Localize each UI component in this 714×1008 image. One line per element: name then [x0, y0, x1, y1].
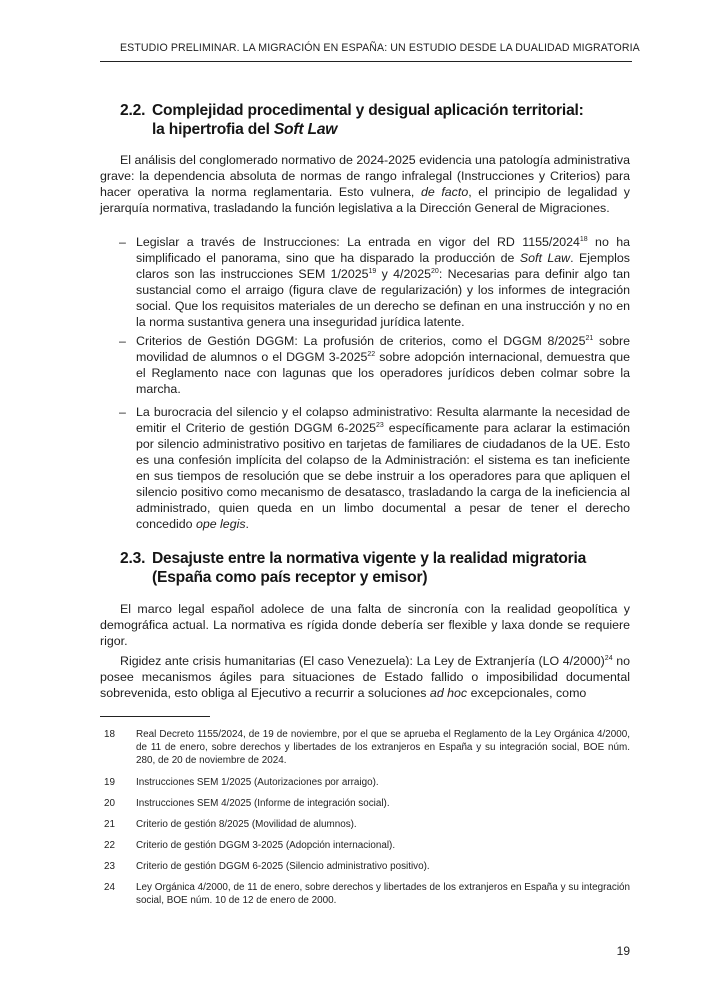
footnote-21 [100, 818, 630, 831]
intro-text-italic: de facto [420, 185, 469, 199]
footnote-ref[interactable]: 19 [368, 267, 377, 275]
footnote-18 [100, 728, 630, 767]
footnote-ref[interactable]: 22 [367, 350, 376, 358]
footnote-number: 18 [104, 729, 115, 740]
list-item [119, 404, 630, 532]
section-2-2-title-italic: Soft Law [273, 121, 338, 138]
section-2-3-title-line1: Desajuste entre la normativa vigente y la realidad migratoria [152, 550, 587, 567]
footnote-ref[interactable]: 20 [431, 267, 439, 275]
footnote-divider [100, 716, 210, 717]
footnote-19 [100, 776, 630, 789]
footnote-ref[interactable]: 18 [579, 235, 588, 243]
section-2-3-title-line2: (España como país receptor y emisor) [152, 569, 428, 586]
paragraph-text: no posee mecanismos ágiles para situaciones de Estado fallido o imposibilidad documental sobrevenida, esto obliga al Ejecutivo a recurrir a soluciones [100, 654, 630, 700]
page-number: 19 [616, 944, 630, 958]
section-2-3-paragraph-1: El marco legal español adolece de una falta de sincronía con la realidad geopolítica y demográfica actual. La normativa es rígida donde debería ser flexible y laxa donde se requiere rigor. [100, 602, 630, 648]
section-2-2-heading [120, 101, 584, 139]
intro-text-2: , el principio de legalidad y jerarquía normativa, trasladando la función legislativa a la Dirección General de Migraciones. [100, 185, 631, 215]
footnote-22 [100, 839, 630, 852]
footnote-number: 24 [104, 882, 115, 893]
footnote-text: Criterio de gestión DGGM 3-2025 (Adopción internacional). [136, 840, 396, 851]
bullet-text: sobre adopción internacional, demuestra que el Reglamento nace con lagunas que los operadores jurídicos deben colmar sobre la marcha. [136, 350, 630, 396]
bullet-text: Legislar a través de Instrucciones: La entrada en vigor del RD 1155/2024 [136, 235, 580, 249]
footnote-20 [100, 797, 630, 810]
footnote-number: 23 [104, 861, 115, 872]
footnote-text: Real Decreto 1155/2024, de 19 de noviembre, por el que se aprueba el Reglamento de la Ley Orgánica 4/2000, de 11 de enero, sobre derechos y libertades de los extranjeros en España y su integración social, BOE núm. 280, de 20 de noviembre de 2024. [136, 729, 630, 766]
paragraph-text-italic: ad hoc [429, 686, 468, 700]
section-2-2-number: 2.2. [120, 102, 146, 119]
footnote-text: Instrucciones SEM 1/2025 (Autorizaciones por arraigo). [136, 777, 379, 788]
footnote-number: 19 [104, 777, 115, 788]
bullet-text: : Necesarias para definir algo tan sustancial como el arraigo (figura clave de regularización) y los informes de integración social. Que los requisitos materiales de un derecho se definan en una instrucción y no en la norma sustantiva genera una inseguridad jurídica latente. [136, 267, 630, 329]
section-2-3-heading [120, 549, 586, 587]
bullet-text: específicamente para aclarar la estimación por silencio administrativo positivo en tarjetas de familiares de ciudadanos de la UE. Esto es una confesión implícita del colapso de la Administración: el sistema es tan ineficiente en sus tiempos de resolución que se debe instruir a los operadores para que apliquen el silencio positivo como mecanismo de desatasco, trasladando la carga de la ineficiencia al administrado, quien queda en un limbo documental a pesar de tener el derecho concedido [136, 421, 630, 531]
running-header: ESTUDIO PRELIMINAR. LA MIGRACIÓN EN ESPAÑA: UN ESTUDIO DESDE LA DUALIDAD MIGRATORIA [120, 42, 640, 54]
footnote-text: Criterio de gestión 8/2025 (Movilidad de alumnos). [136, 819, 357, 830]
footnote-text: Ley Orgánica 4/2000, de 11 de enero, sobre derechos y libertades de los extranjeros en España y su integración social, BOE núm. 10 de 12 de enero de 2000. [136, 882, 630, 906]
footnote-ref[interactable]: 24 [604, 654, 613, 662]
bullet-text: y 4/2025 [376, 267, 432, 281]
bullet-text: . Ejemplos claros son las instrucciones SEM 1/2025 [136, 251, 630, 281]
footnote-ref[interactable]: 23 [376, 421, 384, 429]
footnote-24 [100, 881, 630, 907]
footnote-number: 21 [104, 819, 115, 830]
bullet-text: . [245, 517, 249, 531]
footnote-number: 22 [104, 840, 115, 851]
bullet-text-italic: Soft Law [519, 251, 571, 265]
list-dash: – [119, 235, 126, 249]
bullet-text: no ha simplificado el panorama, sino que ha disparado la producción de [136, 235, 630, 265]
bullet-text-italic: ope legis [195, 517, 246, 531]
bullet-text: Criterios de Gestión DGGM: La profusión de criterios, como el DGGM 8/2025 [136, 334, 586, 348]
list-item [119, 234, 630, 330]
section-2-2-intro-paragraph [100, 152, 630, 216]
paragraph-text: excepcionales, como [467, 686, 587, 700]
footnote-number: 20 [104, 798, 115, 809]
footnote-text: Instrucciones SEM 4/2025 (Informe de integración social). [136, 798, 390, 809]
bullet-text: La burocracia del silencio y el colapso administrativo: Resulta alarmante la necesidad de emitir el Criterio de gestión DGGM 6-2025 [136, 405, 630, 435]
footnote-ref[interactable]: 21 [585, 334, 594, 342]
section-2-3-paragraph-2 [100, 653, 630, 701]
section-2-2-title-line1: Complejidad procedimental y desigual aplicación territorial: [152, 102, 584, 119]
list-dash: – [119, 334, 126, 348]
list-item [119, 333, 630, 397]
footnote-text: Criterio de gestión DGGM 6-2025 (Silencio administrativo positivo). [136, 861, 430, 872]
header-divider [100, 61, 632, 62]
bullet-text: sobre movilidad de alumnos o el DGGM 3-2025 [136, 334, 630, 364]
section-2-3-number: 2.3. [120, 550, 146, 567]
footnote-23 [100, 860, 630, 873]
intro-text-1: El análisis del conglomerado normativo de 2024-2025 evidencia una patología administrativa grave: la dependencia absoluta de normas de rango infralegal (Instrucciones y Criterios) para hacer operativa la norma reglamentaria. Esto vulnera, [100, 153, 630, 199]
paragraph-text: Rigidez ante crisis humanitarias (El caso Venezuela): La Ley de Extranjería (LO 4/2000) [120, 654, 605, 668]
list-dash: – [119, 405, 126, 419]
section-2-2-title-line2: la hipertrofia del [152, 121, 274, 138]
